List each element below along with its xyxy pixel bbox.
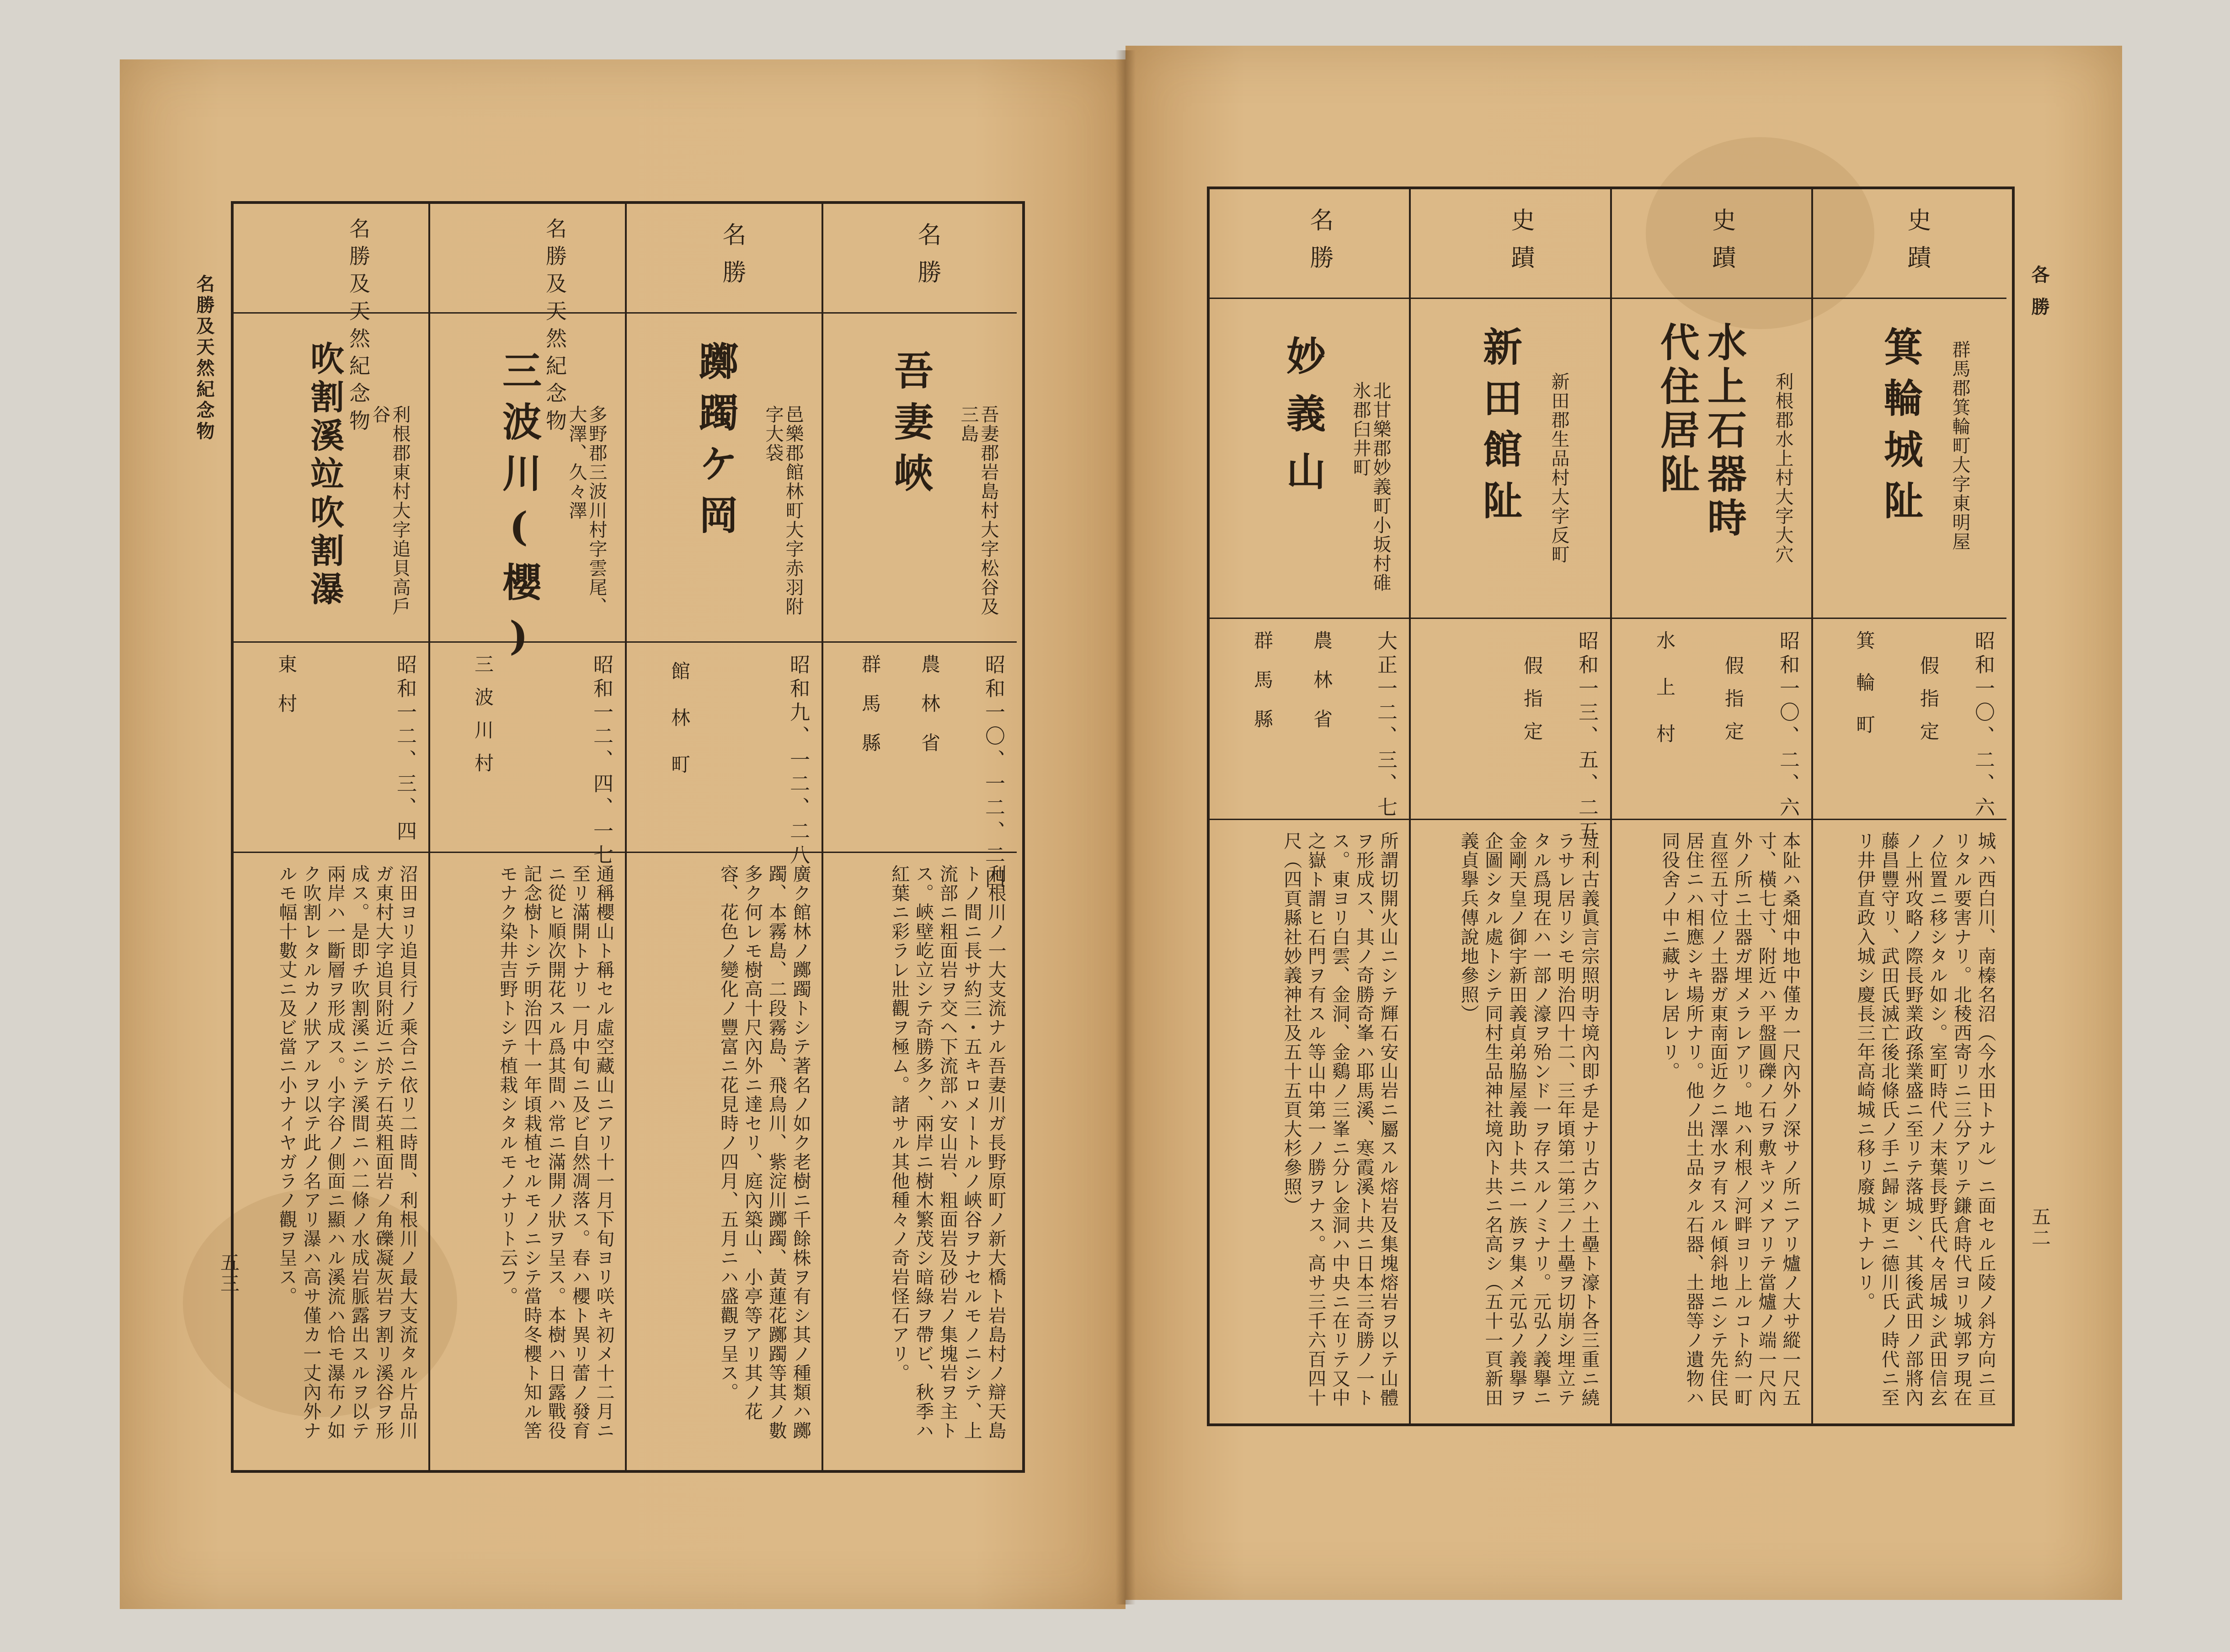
designation-date: 昭和一二、三、四 [393, 654, 416, 844]
site-description: 本阯ハ桑畑中地中僅カ一尺內外ノ深サノ所ニアリ爐ノ大サ縱一尺五寸、橫七寸、附近ハ平盤圓礫ノ石ヲ敷キツメアリテ當爐ノ端一尺內外ノ所ニ土器ガ埋メラレアリ。地ハ利根ノ河畔ヨリ上ルコト約一町直徑五寸位ノ土器ガ東南面近クニ澤水ヲ有スル傾斜地ニシテ先住民居住ニハ相應シキ場所ナリ。他ノ出土品タル石器、土器等ノ遺物ハ同役舍ノ中ニ藏サレ居レリ。 [1659, 831, 1801, 1407]
site-name: 吹割溪竝吹割瀑 [305, 341, 344, 610]
site-description: 沼田ヨリ追貝行ノ乘合ニ依リ二時間、利根川ノ最大支流タル片品川ガ東村大字追貝附近ニ於テ石英粗面岩ノ角礫凝灰岩ヲ割リ溪谷ヲ形成ス。是即チ吹割溪ニシテ溪間ニハ二條ノ水成岩脈露出スルヲ以テ兩岸ハ一斷層ヲ形成ス。小字谷ノ側面ニ顯ハル溪流ハ恰モ瀑布ノ如ク吹割レタルカノ狀アルヲ以テ此ノ名アリ瀑ハ高サ僅カ一丈內外ナルモ幅十數丈ニ及ビ當ニ小ナイヤガラノ觀ヲ呈ス。 [276, 864, 418, 1440]
designation-date: 大正一二、三、七 [1374, 630, 1397, 821]
site-location: 多野郡三波川村字雲尾、大澤、久々澤 [566, 405, 607, 616]
table-column-agatsuma [823, 204, 1017, 1470]
table-column-nitta [1411, 189, 1612, 1423]
designation-status: 假指定 [1722, 655, 1745, 754]
book-gutter [1115, 50, 1136, 1604]
table-right [1207, 187, 2015, 1426]
designation-status: 假指定 [1521, 655, 1543, 754]
site-name: 新田館阯 [1476, 326, 1522, 531]
category-cell: 名勝 [1306, 208, 1333, 282]
managing-authority-2: 群馬縣 [859, 654, 881, 772]
table-column-myogi [1210, 189, 1411, 1423]
table-column-minowa [1813, 189, 2006, 1423]
table-column-tsutsujigaoka [627, 204, 823, 1470]
site-location: 利根郡水上村大字大穴 [1772, 372, 1793, 564]
designation-date: 昭和一〇、二、六 [1971, 630, 1995, 821]
site-name: 三波川(櫻) [496, 350, 542, 671]
designation-date: 昭和一〇、二、六 [1776, 630, 1799, 821]
managing-authority-2: 群馬縣 [1251, 630, 1274, 748]
designation-date: 昭和九、一二、二八 [786, 654, 810, 868]
site-description: 利根川ノ一大支流ナル吾妻川ガ長野原町ノ新大橋ト岩島村ノ辯天島トノ間ニ長サ約三・五キロメートルノ峽谷ヲナセルモノニシテ、上流部ニ粗面岩ヲ交ヘ下流部ハ安山岩、粗面岩及砂岩ノ集塊岩ヲ主トス。峽壁屹立シテ奇勝多ク、兩岸ニ樹木繁茂シ暗綠ヲ帶ビ、秋季ハ紅葉ニ彩ラレ壯觀ヲ極ム。諸サル其他種々ノ奇岩怪石アリ。 [888, 864, 1006, 1440]
managing-authority: 水上村 [1654, 630, 1676, 770]
designation-date: 昭和一〇、一二、二四 [982, 654, 1005, 892]
site-location: 群馬郡箕輪町大字東明屋 [1949, 340, 1970, 551]
category-cell: 名勝 [718, 222, 746, 297]
page-number-left: 五三 [218, 1252, 240, 1295]
site-location: 邑樂郡館林町大字赤羽附字大袋 [763, 405, 804, 616]
category-cell: 史蹟 [1903, 208, 1931, 282]
site-location: 北甘樂郡妙義町小坂村碓氷郡臼井町 [1350, 381, 1391, 592]
site-description: 所謂切開火山ニシテ輝石安山岩ニ屬スル熔岩及集塊熔岩ヲ以テ山體ヲ形成ス、其ノ奇勝奇峯ハ耶馬溪、寒霞溪ト共ニ日本三奇勝ノ一トス。東ヨリ白雲、金洞、金鷄ノ三峯ニ分レ金洞ハ中央ニ在リテ又中之嶽ト謂ヒ石門ヲ有スル等山中第一ノ勝ヲナス。高サ三千六百四十尺（四頁縣社妙義神社及五十五頁大杉參照） [1280, 831, 1398, 1407]
site-name: 躑躅ケ岡 [692, 341, 738, 546]
managing-authority: 農林省 [918, 654, 941, 772]
category-cell: 名勝及天然紀念物 [543, 218, 567, 437]
managing-authority: 三波川村 [472, 654, 494, 786]
managing-authority: 東村 [275, 654, 298, 733]
table-column-fukiware [234, 204, 430, 1470]
site-name: 水上石器時代住居阯 [1653, 322, 1747, 541]
site-description: 廣ク館林ノ躑躅トシテ著名ノ如ク老樹ニ千餘株ヲ有シ其ノ種類ハ躑躅、本霧島、二段霧島、飛鳥川、紫淀川躑躅、黃蓮花躑躅等其ノ數多ク何レモ樹高十尺內外ニ達セリ、庭內築山、小亭等アリ其ノ花容、花色ノ變化ノ豐富ニ花見時ノ四月、五月ニハ盛觀ヲ呈ス。 [717, 864, 811, 1440]
running-head-left: 名勝及天然紀念物 [193, 274, 215, 442]
category-cell: 史蹟 [1507, 208, 1534, 282]
managing-authority: 館林町 [668, 661, 691, 801]
designation-status: 假指定 [1917, 655, 1940, 754]
site-description: 城ハ西白川、南榛名沼（今水田トナル）ニ面セル丘陵ノ斜方向ニ亘リタル要害ナリ。北稜西寄リニ三分アリテ鎌倉時代ヨリ城郭ヲ現在ノ位置ニ移シタル如シ。室町時代ノ末葉長野氏代々居城シ武田信玄ノ上州攻略ノ際長野業政孫業盛ニ至リテ落城シ、其後武田ノ部將內藤昌豐守リ、武田氏滅亡後北條氏ノ手ニ歸シ更ニ德川氏ノ時代ニ至リ井伊直政入城シ慶長三年高崎城ニ移リ廢城トナレリ。 [1854, 831, 1996, 1407]
site-name: 吾妻峽 [887, 350, 934, 504]
page-number-right: 五二 [2029, 1207, 2051, 1249]
table-column-minakami [1612, 189, 1813, 1423]
category-cell: 史蹟 [1708, 208, 1735, 282]
managing-authority: 農林省 [1311, 630, 1333, 748]
site-name: 妙義山 [1280, 336, 1326, 508]
site-name: 箕輪城阯 [1877, 326, 1923, 531]
designation-date: 昭和一三、五、二五 [1575, 630, 1598, 844]
site-description: 亙利古義眞言宗照明寺境內即チ是ナリ古クハ土壘ト濠ト各三重ニ繞ラサレ居リシモ明治四十二、三年頃第二第三ノ土壘ヲ切崩シ埋立テタル爲現在ハ一部ノ濠ヲ殆ンド一ヲ存スルノミナリ。元弘ノ義擧ニ金剛天皇ノ御宇新田義貞弟脇屋義助ト共ニ一族ヲ集メ元弘ノ義擧ヲ企圖シタル處トシテ同村生品神社境內ト共ニ名高シ（五十一頁新田義貞擧兵傳說地參照） [1458, 831, 1600, 1407]
site-location: 吾妻郡岩島村大字松谷及三島 [958, 405, 999, 616]
site-location: 利根郡東村大字追貝高戶谷 [369, 405, 411, 616]
running-head-right: 各勝 [2028, 265, 2050, 329]
managing-authority: 箕輪町 [1853, 630, 1876, 757]
designation-date: 昭和一二、四、一七 [590, 654, 613, 868]
table-left [231, 201, 1025, 1473]
table-column-sanbagawa [430, 204, 627, 1470]
site-location: 新田郡生品村大字反町 [1548, 372, 1569, 564]
category-cell: 名勝 [913, 222, 941, 297]
category-cell: 名勝及天然紀念物 [346, 218, 371, 437]
site-description: 通稱櫻山ト稱セル虛空藏山ニアリ十一月下旬ヨリ咲キ初メ十二月ニ至リ滿開トナリ一月中旬ニ及ビ自然凋落ス。春ハ櫻ト異リ蕾ノ發育ニ從ヒ順次開花スル爲其間ハ常ニ滿開ノ狀ヲ呈ス。本樹ハ日露戰役記念樹トシテ明治四十一年頃栽植セルモノニシテ當時冬櫻ト知ル筈モナク染井吉野トシテ植栽シタルモノナリト云フ。 [496, 864, 614, 1440]
